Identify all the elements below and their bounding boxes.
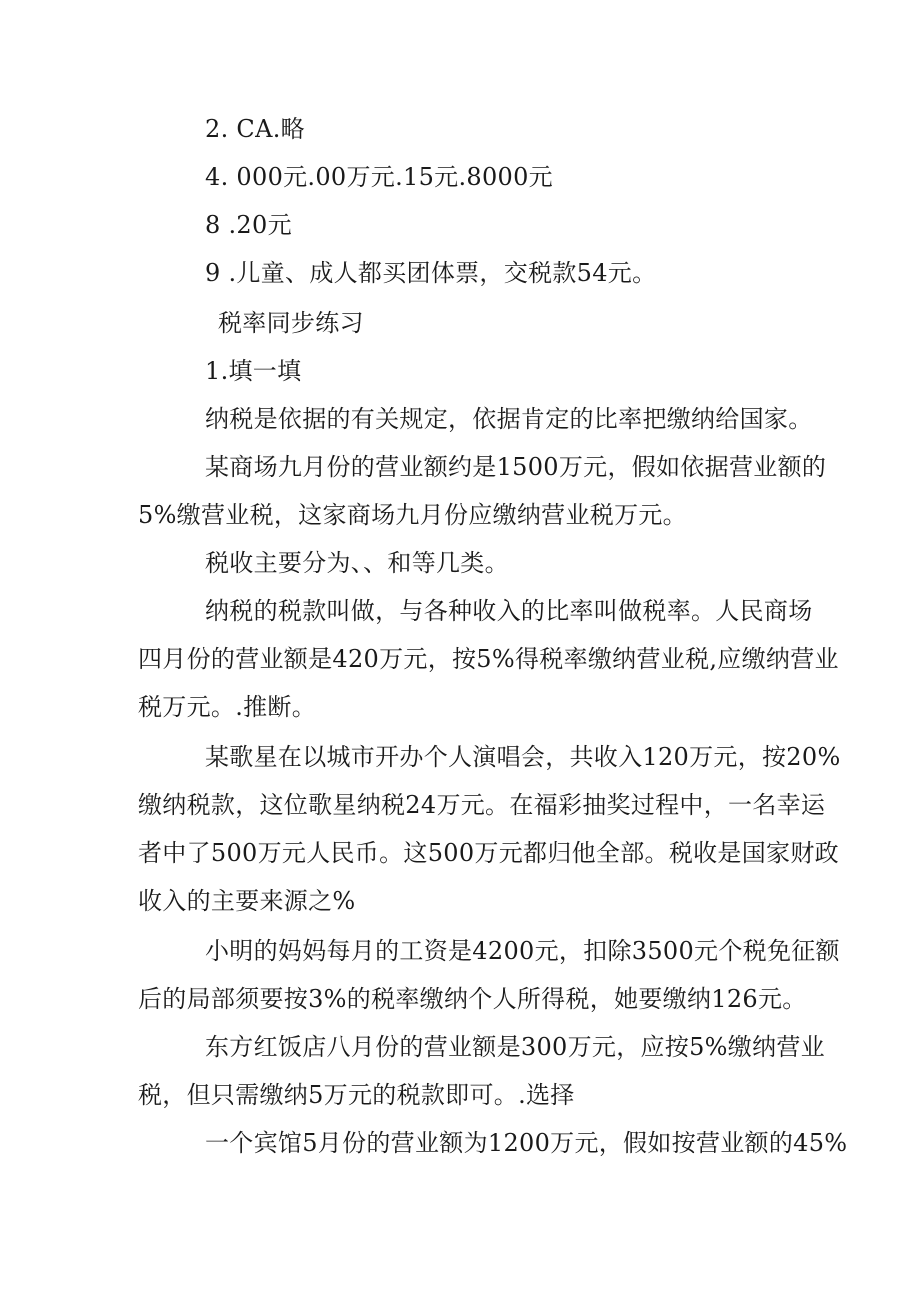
section-title: 税率同步练习 [218,309,364,337]
paragraph-line: 某商场九月份的营业额约是1500万元，假如依据营业额的 [205,453,827,481]
paragraph-line: 纳税的税款叫做，与各种收入的比率叫做税率。人民商场 [205,597,813,625]
paragraph-line: 后的局部须要按3%的税率缴纳个人所得税，她要缴纳126元。 [138,985,807,1013]
paragraph-line: 收入的主要来源之% [138,887,356,915]
paragraph-line: 税收主要分为、、和等几类。 [205,549,509,577]
paragraph-line: 东方红饭店八月份的营业额是300万元，应按5%缴纳营业 [205,1033,825,1061]
answer-line-4: 4. 000元.00万元.15元.8000元 [205,163,553,191]
paragraph-line: 一个宾馆5月份的营业额为1200万元，假如按营业额的45% [205,1129,848,1157]
paragraph-line: 5%缴营业税，这家商场九月份应缴纳营业税万元。 [138,501,687,529]
answer-line-9: 9 .儿童、成人都买团体票，交税款54元。 [205,259,657,287]
subsection-heading: 1.填一填 [205,357,302,385]
paragraph-line: 小明的妈妈每月的工资是4200元，扣除3500元个税免征额 [205,937,840,965]
paragraph-line: 纳税是依据的有关规定，依据肯定的比率把缴纳给国家。 [205,405,813,433]
paragraph-line: 某歌星在以城市开办个人演唱会，共收入120万元，按20% [205,743,841,771]
paragraph-line: 缴纳税款，这位歌星纳税24万元。在福彩抽奖过程中，一名幸运 [138,791,826,819]
answer-line-2: 2. CA.略 [205,115,305,143]
paragraph-line: 者中了500万元人民币。这500万元都归他全部。税收是国家财政 [138,839,839,867]
paragraph-line: 税，但只需缴纳5万元的税款即可。.选择 [138,1081,575,1109]
answer-line-8: 8 .20元 [205,211,292,239]
paragraph-line: 四月份的营业额是420万元，按5%得税率缴纳营业税,应缴纳营业 [138,645,839,673]
paragraph-line: 税万元。.推断。 [138,693,317,721]
